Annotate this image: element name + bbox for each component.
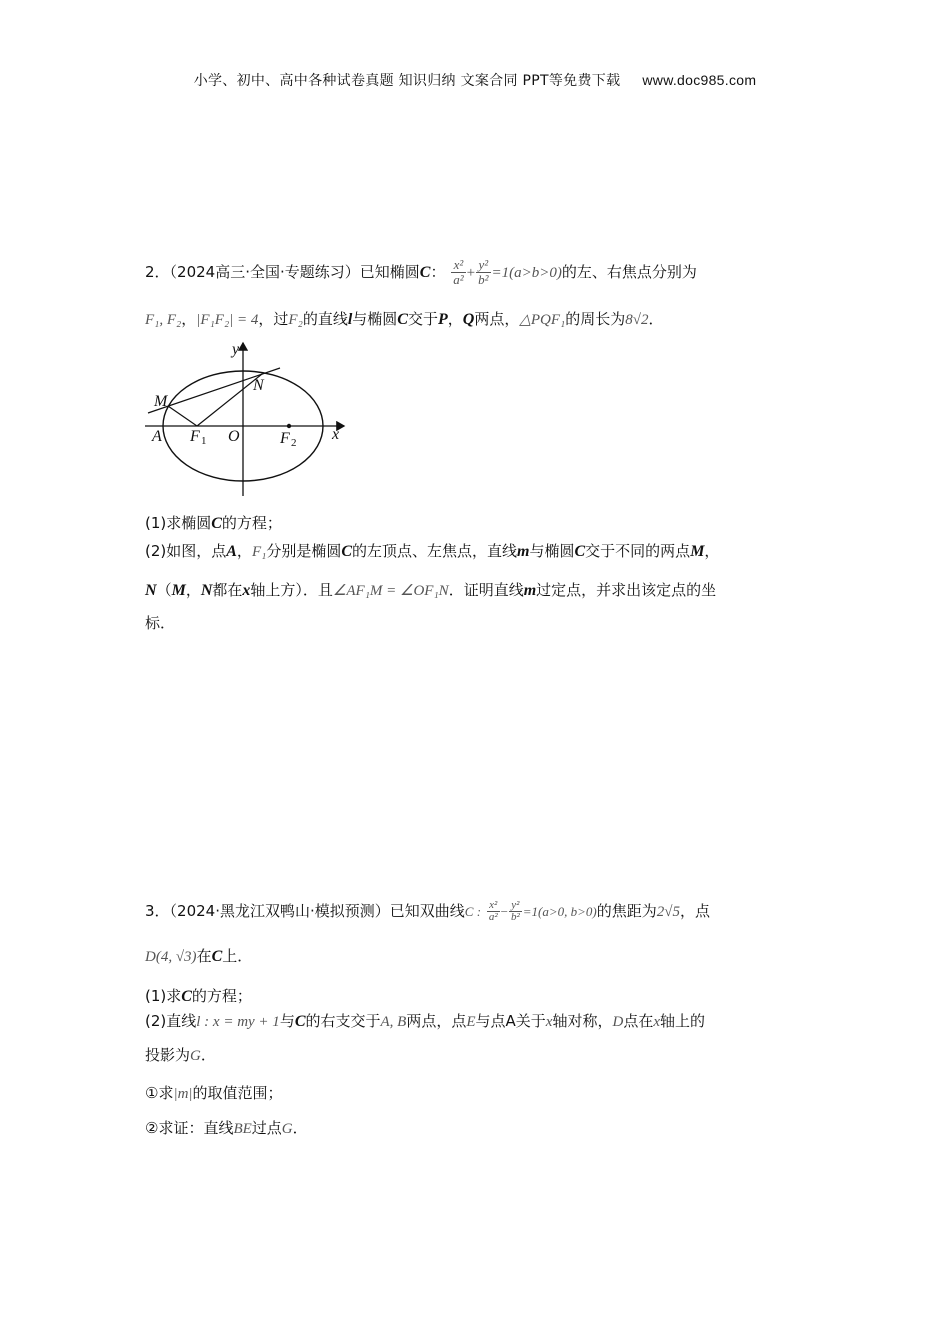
q2-part-2-end: 标．: [145, 614, 176, 632]
label-f1-sub: 1: [201, 435, 207, 447]
q2-source: （2024高三·全国·专题练习）: [169, 263, 360, 281]
label-o: O: [228, 428, 240, 445]
q3-sub-1: ①求|m|的取值范围；: [145, 1084, 283, 1102]
page-header: [0, 70, 950, 90]
q3-part-2: (2)直线l : x = my + 1与C的右支交于A, B两点，点E与点A关于x轴对称，D点在x轴上的: [145, 1012, 706, 1030]
q3-frac-x: $\frac{\text{x²}}{\text{a²}}$: [488, 899, 498, 923]
label-y: y: [232, 341, 240, 358]
label-a: A: [152, 428, 162, 445]
label-f2: F: [280, 430, 290, 447]
q2-part-2-cont: N（M，N都在x轴上方）．且∠AF₁M = ∠OF₁N．证明直线m过定点，并求出该定点的坐: [145, 581, 717, 599]
q3-line-1: 3．（2024·黑龙江双鸭山·模拟预测）已知双曲线C : $\frac{\text{x²}}{\text{a²}}$ − $\frac{\text{y²}}{\text{b²}}$ =1(a>0, b>0)的焦距为2√5，点: [145, 899, 711, 923]
label-f2-sub: 2: [291, 437, 297, 449]
q3-number: 3．: [145, 902, 170, 920]
label-f1: F: [190, 428, 200, 445]
q3-part-2-cont: 投影为G．: [145, 1046, 216, 1064]
ellipse-diagram: [140, 338, 355, 500]
q2-line-1: 2．（2024高三·全国·专题练习）已知椭圆C： $\frac{\text{x²}}{\text{a²}}$ + $\frac{\text{y²}}{\text{b²}}$ =1(a>b>0)的左、右焦点分别为: [145, 257, 697, 287]
header-text: 小学、初中、高中各种试卷真题 知识归纳 文案合同 PPT等免费下载: [193, 73, 621, 89]
header-site-link[interactable]: www.doc985.com: [642, 72, 757, 88]
q2-line-2: F₁, F₂，|F₁F₂| = 4，过F₂的直线l与椭圆C交于P，Q两点，△PQF₁的周长为8√2．: [145, 310, 664, 328]
label-x: x: [332, 426, 340, 443]
q2-frac-y: $\frac{\text{y²}}{\text{b²}}$: [478, 257, 489, 287]
q3-source: （2024·黑龙江双鸭山·模拟预测）: [169, 902, 390, 920]
q2-number: 2．: [145, 263, 170, 281]
q3-line-2: D(4, √3)在C上．: [145, 947, 253, 965]
label-m: M: [154, 393, 168, 410]
label-n: N: [253, 377, 264, 394]
q3-frac-y: $\frac{\text{y²}}{\text{b²}}$: [510, 899, 520, 923]
segment-f1-m: [168, 406, 197, 426]
point-f2: [287, 424, 291, 428]
q2-part-1: (1)求椭圆C的方程；: [145, 514, 282, 532]
q2-frac-x: $\frac{\text{x²}}{\text{a²}}$: [453, 257, 464, 287]
q2-part-2: (2)如图，点A，F₁分别是椭圆C的左顶点、左焦点，直线m与椭圆C交于不同的两点M，: [145, 542, 720, 560]
q3-part-1: (1)求C的方程；: [145, 987, 252, 1005]
q3-sub-2: ②求证：直线BE过点G．: [145, 1119, 308, 1137]
